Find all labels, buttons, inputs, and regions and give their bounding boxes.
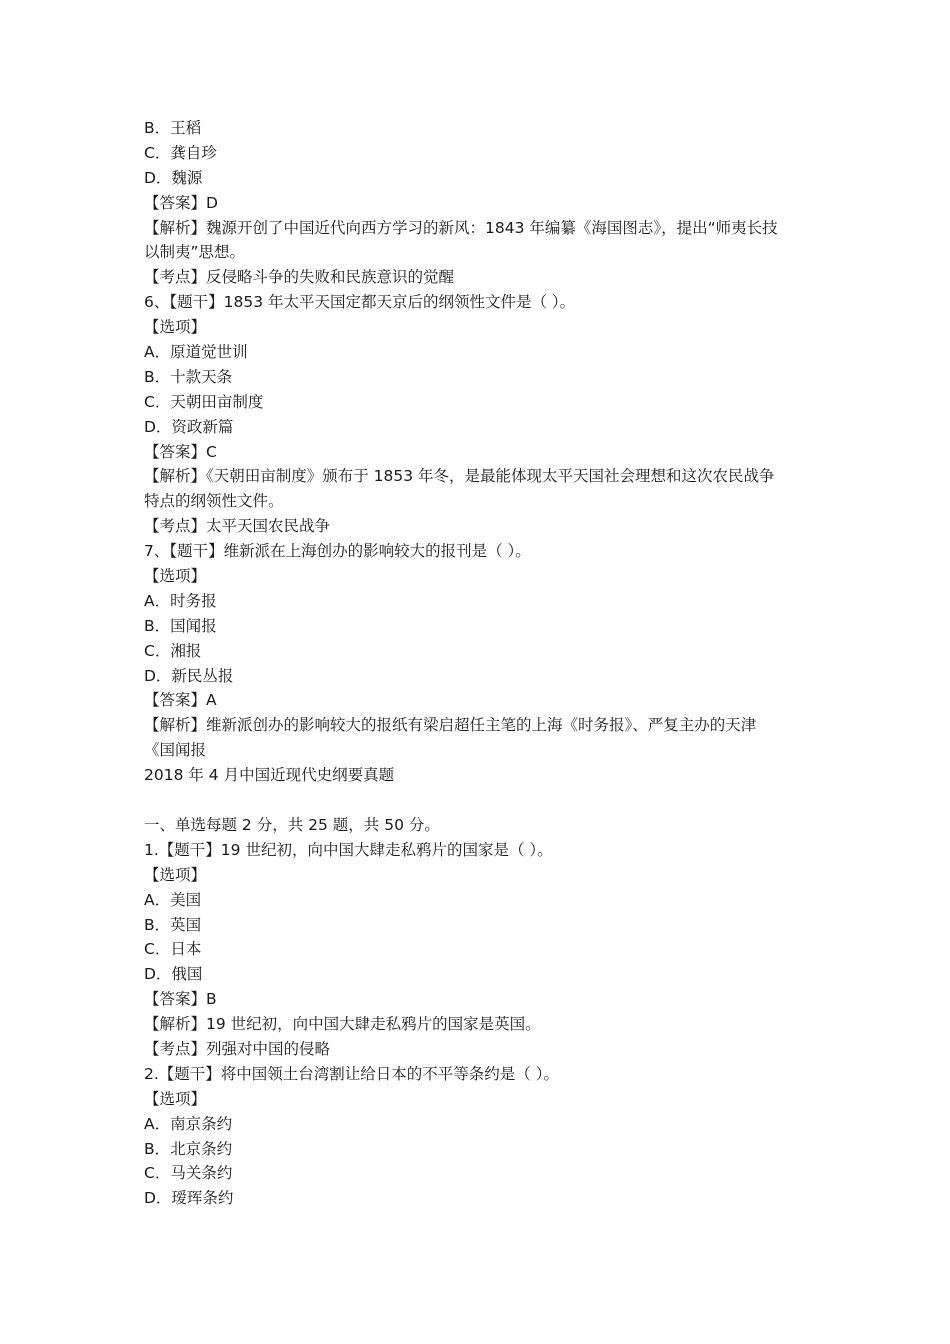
analysis-line: 《国闻报 bbox=[144, 741, 207, 760]
analysis-line: 特点的纲领性文件。 bbox=[144, 492, 284, 511]
section-heading: 一、单选每题 2 分，共 25 题，共 50 分。 bbox=[144, 815, 440, 834]
answer-line: 【答案】C bbox=[144, 442, 217, 461]
analysis-line: 【解析】魏源开创了中国近代向西方学习的新风：1843 年编纂《海国图志》，提出“师夷长技 bbox=[144, 218, 778, 237]
option-line: A．美国 bbox=[144, 890, 202, 909]
option-line: A．南京条约 bbox=[144, 1114, 233, 1133]
option-line: C．龚自珍 bbox=[144, 143, 217, 162]
question-stem: 7、【题干】维新派在上海创办的影响较大的报刊是（ ）。 bbox=[144, 542, 531, 561]
question-stem: 6、【题干】1853 年太平天国定都天京后的纲领性文件是（ ）。 bbox=[144, 293, 576, 312]
option-line: D．魏源 bbox=[144, 168, 203, 187]
options-heading: 【选项】 bbox=[144, 567, 207, 586]
option-line: B．英国 bbox=[144, 915, 202, 934]
option-line: A．原道觉世训 bbox=[144, 343, 248, 362]
analysis-line: 【解析】维新派创办的影响较大的报纸有梁启超任主笔的上海《时务报》、严复主办的天津 bbox=[144, 716, 757, 735]
option-line: C．马关条约 bbox=[144, 1164, 233, 1183]
answer-line: 【答案】D bbox=[144, 193, 218, 212]
answer-line: 【答案】B bbox=[144, 990, 217, 1009]
topic-line: 【考点】列强对中国的侵略 bbox=[144, 1039, 331, 1058]
option-line: B．北京条约 bbox=[144, 1139, 233, 1158]
analysis-line: 【解析】《天朝田亩制度》颁布于 1853 年冬，是最能体现太平天国社会理想和这次农民战争 bbox=[144, 467, 775, 486]
topic-line: 【考点】太平天国农民战争 bbox=[144, 517, 331, 536]
question-stem: 2.【题干】将中国领土台湾割让给日本的不平等条约是（ ）。 bbox=[144, 1064, 559, 1083]
analysis-line: 以制夷”思想。 bbox=[144, 243, 246, 262]
question-stem: 1.【题干】19 世纪初，向中国大肆走私鸦片的国家是（ ）。 bbox=[144, 840, 553, 859]
option-line: B．王稻 bbox=[144, 119, 202, 137]
option-line: A．时务报 bbox=[144, 591, 217, 610]
answer-line: 【答案】A bbox=[144, 691, 217, 710]
options-heading: 【选项】 bbox=[144, 318, 207, 337]
topic-line: 【考点】反侵略斗争的失败和民族意识的觉醒 bbox=[144, 268, 455, 287]
option-line: C．日本 bbox=[144, 940, 202, 959]
option-line: B．国闻报 bbox=[144, 616, 217, 635]
exam-title: 2018 年 4 月中国近现代史纲要真题 bbox=[144, 766, 395, 785]
options-heading: 【选项】 bbox=[144, 865, 207, 884]
analysis-line: 【解析】19 世纪初，向中国大肆走私鸦片的国家是英国。 bbox=[144, 1015, 541, 1034]
option-line: C．湘报 bbox=[144, 641, 202, 660]
option-line: D．俄国 bbox=[144, 965, 203, 984]
options-heading: 【选项】 bbox=[144, 1089, 207, 1108]
option-line: C．天朝田亩制度 bbox=[144, 392, 264, 411]
option-line: D．资政新篇 bbox=[144, 417, 234, 436]
option-line: D．瑷珲条约 bbox=[144, 1189, 234, 1208]
option-line: D．新民丛报 bbox=[144, 666, 234, 685]
document-body bbox=[144, 116, 814, 1211]
blank-line bbox=[144, 788, 814, 813]
option-line: B．十款天条 bbox=[144, 367, 233, 386]
